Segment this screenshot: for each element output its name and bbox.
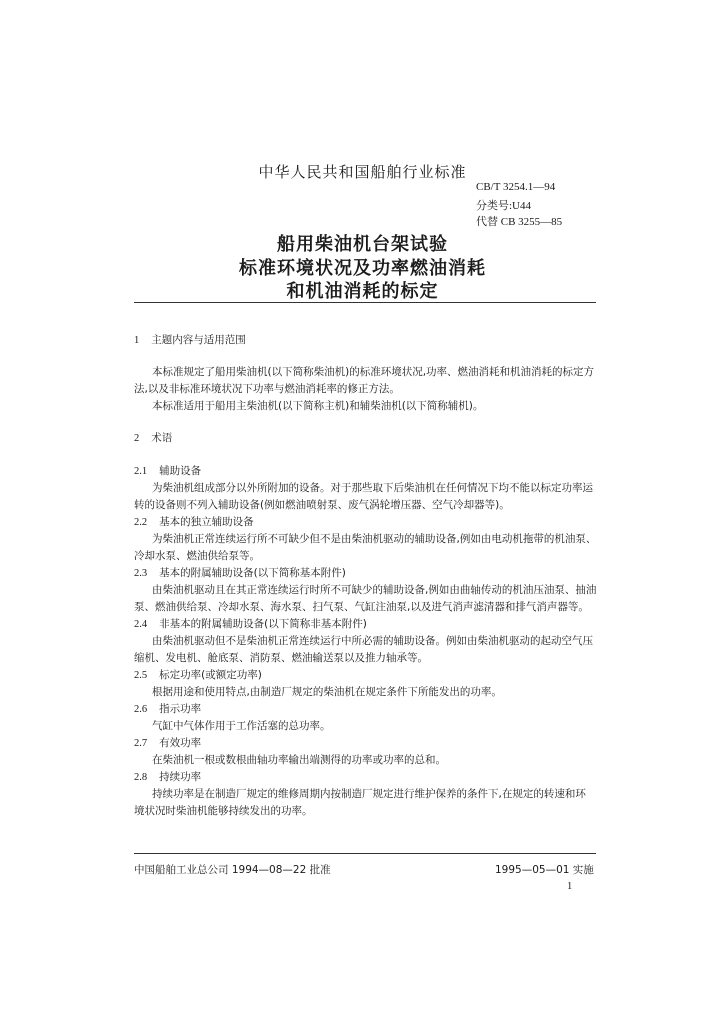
term-number: 2.6: [134, 704, 148, 715]
term-2-7-heading: [134, 735, 201, 750]
term-title: 持续功率: [159, 771, 202, 783]
term-title: 基本的附属辅助设备(以下简称基本附件): [159, 567, 346, 579]
term-title: 有效功率: [159, 737, 202, 749]
doc-title-line3: 和机油消耗的标定: [286, 281, 439, 302]
term-number: 2.8: [134, 772, 148, 783]
term-text-line: 气缸中气体作用于工作活塞的总功率。: [152, 720, 331, 732]
category-code: 分类号:U44: [476, 200, 531, 212]
term-text-line: 境状况时柴油机能够持续发出的功率。: [134, 805, 313, 817]
term-text-line: 转的设备则不列入辅助设备(例如燃油喷射泵、废气涡轮增压器、空气冷却器等)。: [134, 499, 510, 511]
term-text-line: 由柴油机驱动但不是柴油机正常连续运行中所必需的辅助设备。例如由柴油机驱动的起动空气压: [152, 635, 593, 647]
term-text-line: 由柴油机驱动且在其正常连续运行时所不可缺少的辅助设备,例如由曲轴传动的机油压油泵、抽油: [152, 584, 597, 596]
term-number: 2.2: [134, 517, 148, 528]
standard-code: CB/T 3254.1—94: [476, 181, 556, 193]
term-number: 2.7: [134, 738, 148, 749]
term-title: 指示功率: [159, 703, 202, 715]
term-text-line: 缩机、发电机、舱底泵、消防泵、燃油输送泵以及推力轴承等。: [134, 652, 428, 664]
term-number: 2.5: [134, 670, 148, 681]
section-title: 主题内容与适用范围: [151, 334, 246, 346]
term-number: 2.1: [134, 466, 148, 477]
section-2-heading: [134, 430, 172, 445]
term-text-line: 在柴油机一根或数根曲轴功率输出端测得的功率或功率的总和。: [152, 754, 446, 766]
page-number: 1: [567, 881, 573, 892]
section-title: 术语: [151, 432, 173, 444]
s1-paragraph-line: 本标准适用于船用主柴油机(以下简称主机)和辅柴油机(以下简称辅机)。: [152, 400, 484, 412]
term-2-1-heading: [134, 463, 201, 478]
doc-title-line1: 船用柴油机台架试验: [277, 234, 448, 255]
term-2-8-heading: [134, 769, 201, 784]
term-text-line: 为柴油机组成部分以外所附加的设备。对于那些取下后柴油机在任何情况下均不能以标定功率运: [152, 482, 593, 494]
replaces-code: 代替 CB 3255—85: [476, 216, 563, 228]
term-title: 标定功率(或额定功率): [159, 669, 262, 681]
standard-body-title: 中华人民共和国船舶行业标准: [258, 163, 467, 181]
title-divider: [134, 302, 596, 303]
term-title: 非基本的附属辅助设备(以下简称非基本附件): [159, 618, 367, 630]
s1-paragraph-line: 法,以及非标准环境状况下功率与燃油消耗率的修正方法。: [134, 383, 400, 395]
term-text-line: 为柴油机正常连续运行所不可缺少但不是由柴油机驱动的辅助设备,例如由电动机拖带的机油泵、: [152, 533, 597, 545]
section-number: 1: [134, 335, 140, 346]
term-2-3-heading: [134, 565, 346, 580]
section-1-heading: [134, 332, 246, 347]
term-title: 辅助设备: [159, 465, 202, 477]
term-number: 2.3: [134, 568, 148, 579]
doc-title-line2: 标准环境状况及功率燃油消耗: [239, 258, 486, 279]
term-number: 2.4: [134, 619, 148, 630]
section-number: 2: [134, 433, 140, 444]
term-2-4-heading: [134, 616, 367, 631]
term-text-line: 冷却水泵、燃油供给泵等。: [134, 550, 260, 562]
approval-note: 中国船舶工业总公司 1994—08—22 批准: [134, 864, 331, 876]
footer-divider: [134, 853, 596, 854]
term-2-5-heading: [134, 667, 262, 682]
term-text-line: 根据用途和使用特点,由制造厂规定的柴油机在规定条件下所能发出的功率。: [152, 686, 502, 698]
term-text-line: 持续功率是在制造厂规定的维修周期内按制造厂规定进行维护保养的条件下,在规定的转速和环: [152, 788, 586, 800]
effective-date: 1995—05—01 实施: [495, 864, 594, 876]
term-2-6-heading: [134, 701, 201, 716]
term-title: 基本的独立辅助设备: [159, 516, 254, 528]
term-text-line: 泵、燃油供给泵、冷却水泵、海水泵、扫气泵、气缸注油泵,以及进气消声滤清器和排气消声器等。: [134, 601, 589, 613]
term-2-2-heading: [134, 514, 254, 529]
s1-paragraph-line: 本标准规定了船用柴油机(以下简称柴油机)的标准环境状况,功率、燃油消耗和机油消耗的标定方: [152, 366, 595, 378]
